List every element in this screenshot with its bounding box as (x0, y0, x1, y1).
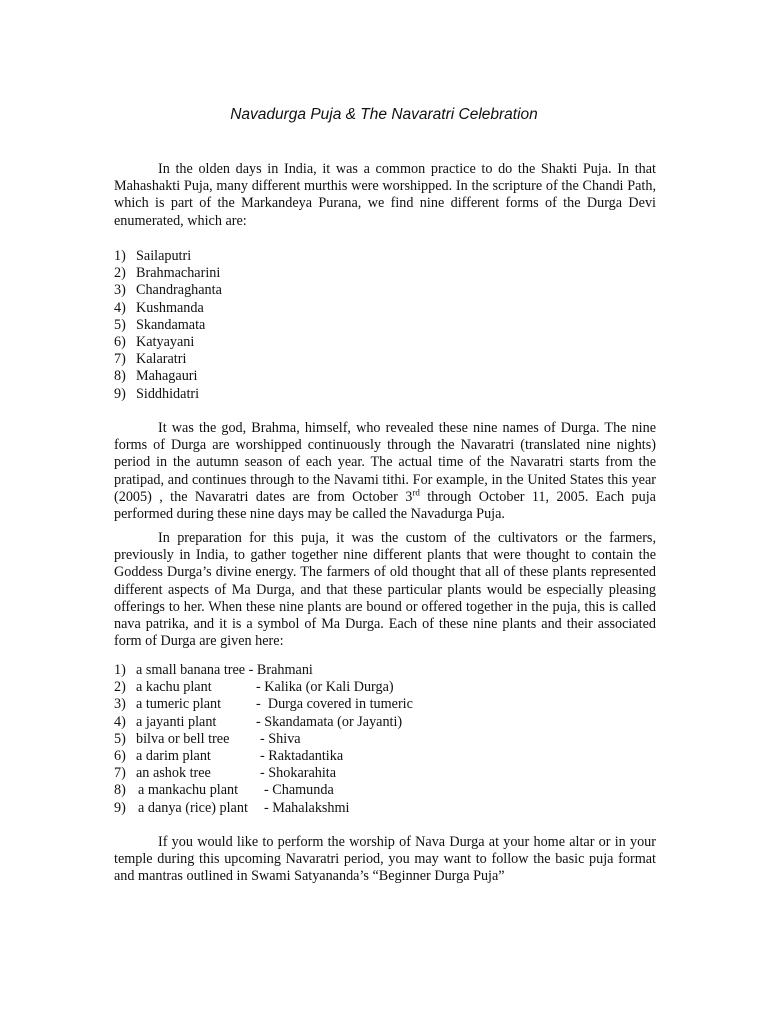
list-item: 7) Kalaratri (114, 351, 187, 368)
list-item: 9) Siddhidatri (114, 385, 200, 402)
list-item: 3) a tumeric plant - Durga covered in tumeric (114, 696, 413, 713)
list-item: 8) Mahagauri (114, 368, 198, 385)
page-title: Navadurga Puja & The Navaratri Celebration (230, 106, 538, 123)
list-item: 3) Chandraghanta (114, 282, 222, 299)
list-item: 2) a kachu plant - Kalika (or Kali Durga) (114, 679, 394, 696)
list-item: 2) Brahmacharini (114, 265, 221, 282)
list-item: 7) an ashok tree - Shokarahita (114, 765, 337, 782)
list-item: 5) bilva or bell tree - Shiva (114, 730, 301, 747)
list-item: 5) Skandamata (114, 316, 206, 333)
closing-paragraph: If you would like to perform the worship of Nava Durga at your home altar or in your temple during this upcoming Navaratri period, you may want to follow the basic puja format and mantras outlined in Swami Satyananda’s “Beginner Durga Puja” (114, 834, 656, 885)
intro-paragraph: In the olden days in India, it was a common practice to do the Shakti Puja. In that Mahashakti Puja, many different murthis were worshipped. In the scripture of the Chandi Path, which is part of the Markandeya Purana, we find nine different forms of the Durga Devi enumerated, which are: (114, 161, 656, 229)
list-item: 1) a small banana tree - Brahmani (114, 662, 313, 678)
list-item: 6) a darim plant - Raktadantika (114, 747, 344, 764)
durga-forms-list (114, 248, 674, 403)
list-item: 4) a jayanti plant - Skandamata (or Jayanti) (114, 713, 403, 730)
list-item: 8) a mankachu plant - Chamunda (114, 782, 334, 799)
list-item: 6) Katyayani (114, 333, 195, 350)
plants-list (114, 662, 674, 817)
list-item: 4) Kushmanda (114, 299, 204, 316)
plants-paragraph: In preparation for this puja, it was the custom of the cultivators or the farmers, previously in India, to gather together nine different plants that were thought to contain the Goddess Durga’s divine energy. The farmers of old thought that all of these plants represented different aspects of Ma Durga, and that these particular plants would be especially pleasing offerings to her. When these nine plants are bound or offered together in the puja, this is called nava patrika, and it is a symbol of Ma Durga. Each of these nine plants and their associated form of Durga are given here: (114, 530, 656, 650)
list-item: 9) a danya (rice) plant - Mahalakshmi (114, 799, 350, 816)
navaratri-paragraph: It was the god, Brahma, himself, who revealed these nine names of Durga. The nine forms of Durga are worshipped continuously through the Navaratri (translated nine nights) period in the autumn season of each year. The actual time of the Navaratri starts from the pratipad, and continues through to the Navami tithi. For example, in the United States this year (2005) , the Navaratri dates are from October 3rd through October 11, 2005. Each puja performed during these nine days may be called the Navadurga Puja. (114, 420, 656, 523)
list-item: 1) Sailaputri (114, 248, 192, 264)
